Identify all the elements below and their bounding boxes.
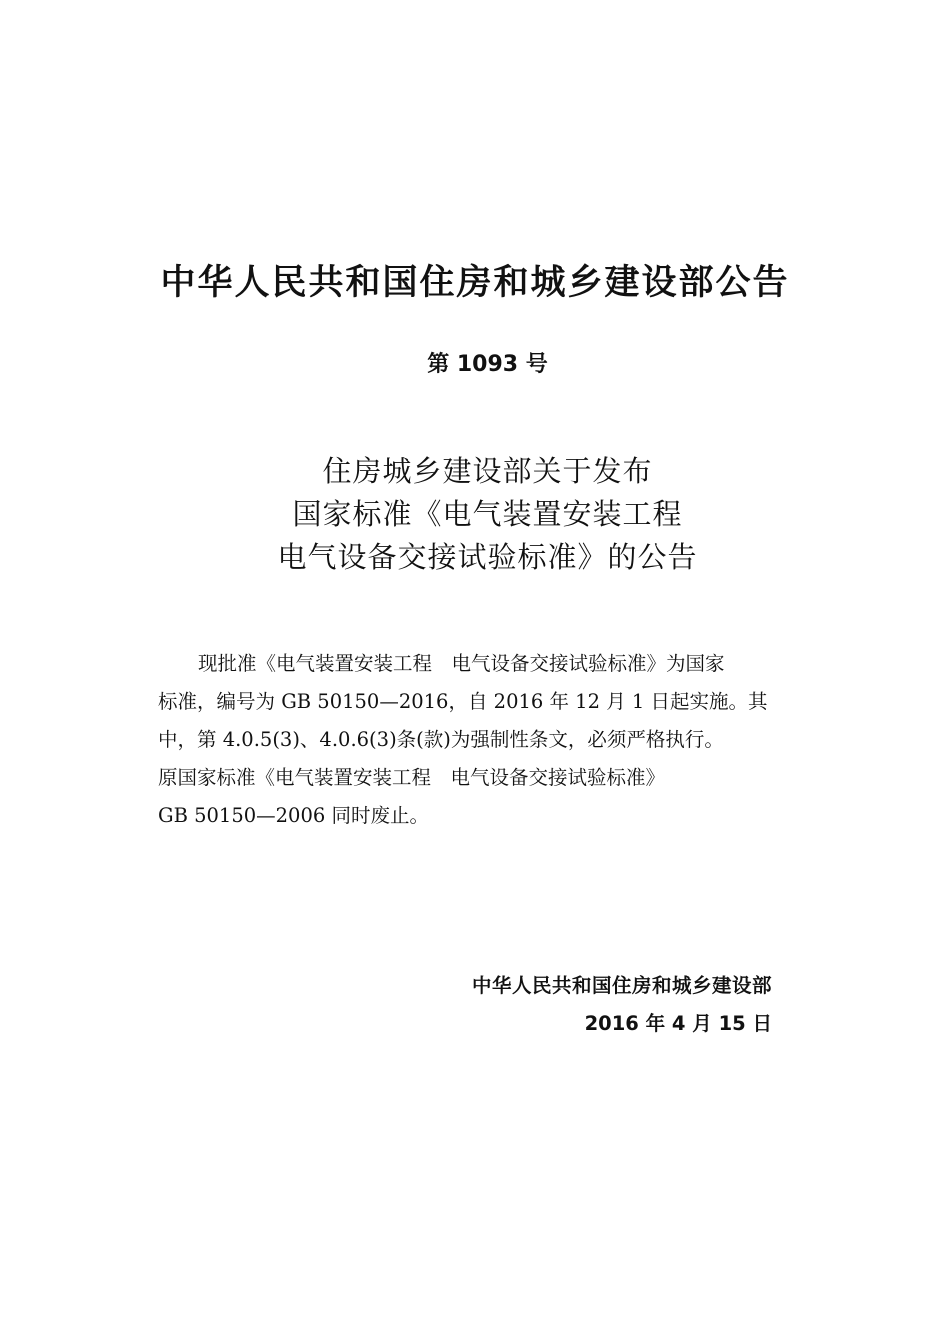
body-line-2: 标准，编号为 GB 50150—2016，自 2016 年 12 月 1 日起实施。其 [158,690,768,713]
signature-block [412,967,772,1043]
notice-number: 第 1093 号 [427,352,548,377]
notice-subject [0,450,950,579]
ministry-title: 中华人民共和国住房和城乡建设部公告 [160,263,790,303]
body-line-1: 现批准《电气装置安装工程 电气设备交接试验标准》为国家 [198,652,725,675]
notice-body [158,645,818,835]
issue-date: 2016 年 4 月 15 日 [584,1012,772,1035]
subject-line-3: 电气设备交接试验标准》的公告 [277,540,698,574]
body-line-5: GB 50150—2006 同时废止。 [158,804,429,827]
subject-line-2: 国家标准《电气装置安装工程 [292,497,683,531]
issuing-organization: 中华人民共和国住房和城乡建设部 [471,974,772,997]
body-line-3: 中，第 4.0.5(3)、4.0.6(3)条(款)为强制性条文，必须严格执行。 [158,728,724,751]
body-line-4: 原国家标准《电气装置安装工程 电气设备交接试验标准》 [158,766,666,789]
subject-line-1: 住房城乡建设部关于发布 [322,454,653,488]
